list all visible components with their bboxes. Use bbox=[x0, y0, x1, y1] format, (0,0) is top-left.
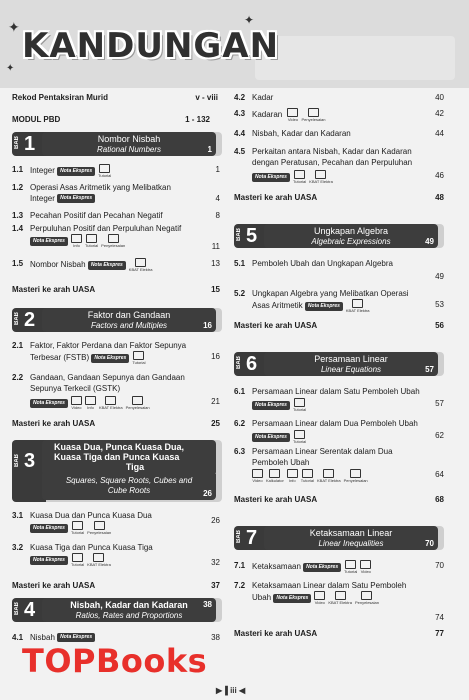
nota-ekspres-badge: Nota Ekspres bbox=[88, 261, 126, 270]
video-icon: Video bbox=[252, 469, 263, 483]
section-text: Ungkapan Algebra yang Melibatkan Operasi bbox=[252, 289, 409, 298]
bab-number: 2 bbox=[24, 309, 36, 331]
masteri-page: 48 bbox=[435, 193, 444, 202]
penyelesaian-icon: Penyelesaian bbox=[87, 521, 111, 535]
section-text-line2: Sepunya Terkecil (GSTK) bbox=[30, 384, 121, 393]
bab-tab bbox=[12, 440, 46, 502]
nota-ekspres-badge: Nota Ekspres bbox=[273, 594, 311, 603]
section-number: 1.1 bbox=[12, 165, 24, 174]
kbat-elektra-icon: KBAT Elektra bbox=[346, 299, 370, 313]
penyelesaian-icon: Penyelesaian bbox=[126, 396, 150, 410]
bab-number: 7 bbox=[246, 527, 258, 549]
bab-title-box bbox=[264, 352, 438, 376]
page-title: KANDUNGAN bbox=[22, 26, 280, 66]
tutorial-icon: Tutorial bbox=[293, 430, 306, 444]
video-icon: Video bbox=[287, 108, 298, 122]
masteri-label: Masteri ke arah UASA bbox=[12, 285, 96, 294]
sparkle-icon: ✦ bbox=[244, 13, 255, 27]
section-text: Operasi Asas Aritmetik yang Melibatkan bbox=[30, 183, 171, 192]
section-text: Integer bbox=[30, 166, 55, 176]
masteri-page: 25 bbox=[211, 419, 220, 428]
section-1-4[interactable] bbox=[12, 223, 220, 251]
bab-tab bbox=[234, 224, 268, 248]
bab-subtitle-line1: Squares, Square Roots, Cubes and bbox=[65, 476, 193, 485]
masteri-page: 15 bbox=[211, 285, 220, 294]
section-text-line2: Ubah bbox=[252, 593, 272, 603]
section-text: Faktor, Faktor Perdana dan Faktor Sepunya bbox=[30, 341, 187, 350]
video-icon: Video bbox=[71, 396, 82, 410]
section-number: 1.2 bbox=[12, 183, 24, 192]
bab-subtitle: Linear Equations bbox=[320, 365, 382, 374]
bab-page: 57 bbox=[425, 365, 434, 374]
section-number: 4.2 bbox=[234, 93, 246, 102]
section-page: 11 bbox=[211, 242, 220, 251]
section-text: Ketaksamaan Linear dalam Satu Pemboleh bbox=[252, 581, 407, 590]
section-text: Persamaan Linear dalam Satu Pemboleh Ubah bbox=[252, 387, 420, 396]
section-number: 1.3 bbox=[12, 211, 24, 220]
tutorial-icon: Tutorial bbox=[344, 560, 357, 574]
bab-6-header[interactable] bbox=[234, 352, 444, 376]
video-icon: Video bbox=[314, 591, 325, 605]
section-text-line2: dengan Peratusan, Pecahan dan Perpuluhan bbox=[252, 158, 413, 167]
nota-ekspres-badge: Nota Ekspres bbox=[57, 167, 95, 176]
info-icon: Info bbox=[71, 234, 82, 248]
triangle-left-icon: ◀ bbox=[238, 686, 246, 695]
section-text: Nisbah bbox=[30, 633, 55, 642]
section-6-2[interactable] bbox=[234, 418, 444, 446]
bab-7-header[interactable] bbox=[234, 526, 444, 550]
bab-number: 5 bbox=[246, 225, 258, 247]
footer-divider-icon: ▐ bbox=[222, 686, 228, 695]
bab-page: 38 bbox=[203, 600, 212, 609]
masteri-label: Masteri ke arah UASA bbox=[12, 581, 96, 590]
bab-title-box bbox=[264, 526, 438, 550]
bab-label: BAB bbox=[14, 454, 20, 467]
bab-subtitle: Rational Numbers bbox=[96, 145, 162, 154]
bab-title-line2: Kuasa Tiga dan Punca Kuasa bbox=[54, 452, 180, 462]
nota-ekspres-badge: Nota Ekspres bbox=[30, 237, 68, 246]
bab-4-header[interactable] bbox=[12, 598, 222, 622]
bab-label: BAB bbox=[236, 530, 242, 543]
section-page: 40 bbox=[435, 93, 444, 102]
bab-label: BAB bbox=[14, 136, 20, 149]
kbat-elektra-icon: KBAT Elektra bbox=[328, 591, 352, 605]
section-page: 4 bbox=[215, 194, 220, 203]
section-text: Kadaran bbox=[252, 110, 283, 120]
section-6-1[interactable] bbox=[234, 386, 444, 414]
penyelesaian-icon: Penyelesaian bbox=[344, 469, 368, 483]
section-page: 26 bbox=[211, 516, 220, 525]
section-1-2[interactable] bbox=[12, 182, 220, 206]
nota-ekspres-badge: Nota Ekspres bbox=[30, 399, 68, 408]
bab-page: 26 bbox=[203, 489, 212, 498]
bab-number: 3 bbox=[24, 450, 36, 472]
bab-title-box bbox=[42, 598, 216, 622]
nota-ekspres-badge: Nota Ekspres bbox=[303, 563, 341, 572]
section-text-line2: Asas Aritmetik bbox=[252, 301, 303, 311]
rekod-label: Rekod Pentaksiran Murid bbox=[12, 93, 109, 102]
bab-title-line1: Kuasa Dua, Punca Kuasa Dua, bbox=[54, 442, 185, 452]
section-text-line2: Pemboleh Ubah bbox=[252, 458, 310, 467]
modul-page: 1 - 132 bbox=[185, 115, 210, 124]
section-page: 49 bbox=[435, 272, 444, 281]
kbat-elektra-icon: KBAT Elektra bbox=[129, 258, 153, 272]
tutorial-icon: Tutorial bbox=[301, 469, 314, 483]
bab-tab bbox=[234, 352, 268, 376]
nota-ekspres-badge: Nota Ekspres bbox=[305, 302, 343, 311]
nota-ekspres-badge: Nota Ekspres bbox=[57, 633, 95, 642]
section-text: Nisbah, Kadar dan Kadaran bbox=[252, 129, 351, 138]
info-icon: Info bbox=[85, 396, 96, 410]
triangle-right-icon: ▶ bbox=[216, 686, 223, 695]
bab-subtitle: Ratios, Rates and Proportions bbox=[75, 611, 183, 620]
section-number: 2.1 bbox=[12, 341, 24, 350]
section-page: 32 bbox=[211, 558, 220, 567]
section-text: Persamaan Linear dalam Dua Pemboleh Ubah bbox=[252, 419, 418, 428]
bab-1-header[interactable] bbox=[12, 132, 222, 156]
page-number: iii bbox=[230, 686, 237, 695]
page-footer bbox=[216, 686, 245, 695]
section-number: 4.1 bbox=[12, 633, 24, 642]
section-number: 3.1 bbox=[12, 511, 24, 520]
bab-2-header[interactable] bbox=[12, 308, 222, 332]
section-text: Kadar bbox=[252, 93, 274, 102]
section-4-5[interactable] bbox=[234, 146, 444, 182]
section-text-line2: Integer bbox=[30, 194, 55, 203]
section-text: Persamaan Linear Serentak dalam Dua bbox=[252, 447, 393, 456]
topbooks-watermark bbox=[22, 642, 207, 680]
masteri-page: 56 bbox=[435, 321, 444, 330]
section-text: Perpuluhan Positif dan Perpuluhan Negatif bbox=[30, 224, 182, 233]
bab-title: Nombor Nisbah bbox=[97, 134, 161, 144]
section-page: 74 bbox=[435, 613, 444, 622]
section-page: 64 bbox=[435, 470, 444, 479]
bab-subtitle-box bbox=[42, 474, 216, 500]
tutorial-icon: Tutorial bbox=[293, 398, 306, 412]
bab-tab bbox=[12, 132, 46, 156]
section-6-3[interactable] bbox=[234, 446, 444, 484]
bab-page: 16 bbox=[203, 321, 212, 330]
section-text: Gandaan, Gandaan Sepunya dan Gandaan bbox=[30, 373, 185, 382]
watermark-top: TOP bbox=[22, 642, 96, 680]
masteri-label: Masteri ke arah UASA bbox=[12, 419, 96, 428]
masteri-page: 68 bbox=[435, 495, 444, 504]
section-7-2[interactable] bbox=[234, 580, 444, 626]
info-icon: Info bbox=[287, 469, 298, 483]
tutorial-icon: Tutorial bbox=[132, 351, 145, 365]
bab-title: Ketaksamaan Linear bbox=[309, 528, 393, 538]
bab-page: 49 bbox=[425, 237, 434, 246]
section-page: 46 bbox=[435, 171, 444, 180]
section-text: Perkaitan antara Nisbah, Kadar dan Kadaran bbox=[252, 147, 412, 156]
section-2-1[interactable] bbox=[12, 340, 220, 364]
bab-title-box bbox=[42, 308, 216, 332]
masteri-label: Masteri ke arah UASA bbox=[234, 629, 318, 638]
section-text: Ketaksamaan bbox=[252, 562, 301, 572]
section-number: 4.3 bbox=[234, 109, 246, 118]
section-2-2[interactable] bbox=[12, 372, 220, 412]
kbat-elektra-icon: KBAT Elektra bbox=[99, 396, 123, 410]
rekod-page: v - viii bbox=[195, 93, 218, 102]
section-page: 13 bbox=[211, 259, 220, 268]
bab-3-header[interactable] bbox=[12, 440, 222, 502]
bab-label: BAB bbox=[236, 228, 242, 241]
masteri-label: Masteri ke arah UASA bbox=[234, 193, 318, 202]
section-page: 53 bbox=[435, 300, 444, 309]
nota-ekspres-badge: Nota Ekspres bbox=[30, 556, 68, 565]
tutorial-icon: Tutorial bbox=[71, 521, 84, 535]
bab-number: 4 bbox=[24, 599, 36, 621]
kbat-elektra-icon: KBAT Elektra bbox=[317, 469, 341, 483]
section-text: Kuasa Dua dan Punca Kuasa Dua bbox=[30, 511, 152, 520]
masteri-label: Masteri ke arah UASA bbox=[234, 321, 318, 330]
section-3-2[interactable] bbox=[12, 542, 220, 566]
section-text: Kuasa Tiga dan Punca Kuasa Tiga bbox=[30, 543, 153, 552]
section-number: 5.2 bbox=[234, 289, 246, 298]
masteri-page: 77 bbox=[435, 629, 444, 638]
tutorial-icon: Tutorial bbox=[71, 553, 84, 567]
penyelesaian-icon: Penyelesaian bbox=[101, 234, 125, 248]
kbat-elektra-icon: KBAT Elektra bbox=[309, 170, 333, 184]
bab-label: BAB bbox=[14, 602, 20, 615]
section-page: 62 bbox=[435, 431, 444, 440]
bab-subtitle-line2: Cube Roots bbox=[107, 486, 151, 495]
section-5-2[interactable] bbox=[234, 288, 444, 316]
nota-ekspres-badge: Nota Ekspres bbox=[91, 354, 129, 363]
bab-title: Ungkapan Algebra bbox=[313, 226, 389, 236]
header-shadow-shape bbox=[255, 36, 455, 80]
modul-label: MODUL PBD bbox=[12, 115, 61, 124]
penyelesaian-icon: Penyelesaian bbox=[355, 591, 379, 605]
nota-ekspres-badge: Nota Ekspres bbox=[57, 194, 95, 203]
section-number: 2.2 bbox=[12, 373, 24, 382]
section-number: 7.1 bbox=[234, 561, 246, 570]
bab-number: 1 bbox=[24, 133, 36, 155]
tutorial-icon: Tutorial bbox=[98, 164, 111, 178]
nota-ekspres-badge: Nota Ekspres bbox=[252, 433, 290, 442]
section-page: 8 bbox=[215, 211, 220, 220]
section-number: 7.2 bbox=[234, 581, 246, 590]
bab-tab bbox=[12, 598, 46, 622]
kalkulator-icon: Kalkulator bbox=[266, 469, 284, 483]
section-page: 70 bbox=[435, 561, 444, 570]
bab-5-header[interactable] bbox=[234, 224, 444, 248]
section-page: 21 bbox=[211, 397, 220, 406]
bab-title: Persamaan Linear bbox=[314, 354, 388, 364]
section-page: 16 bbox=[211, 352, 220, 361]
section-number: 6.3 bbox=[234, 447, 246, 456]
sparkle-icon: ✦ bbox=[8, 19, 20, 35]
section-text-line2: Terbesar (FSTB) bbox=[30, 353, 90, 363]
bab-number: 6 bbox=[246, 353, 258, 375]
section-number: 6.2 bbox=[234, 419, 246, 428]
tutorial-icon: Tutorial bbox=[85, 234, 98, 248]
section-page: 42 bbox=[435, 109, 444, 118]
section-number: 4.4 bbox=[234, 129, 246, 138]
bab-title-box bbox=[42, 132, 216, 156]
section-page: 57 bbox=[435, 399, 444, 408]
section-number: 1.5 bbox=[12, 259, 24, 268]
bab-label: BAB bbox=[14, 312, 20, 325]
bab-subtitle: Factors and Multiples bbox=[90, 321, 168, 330]
section-page: 44 bbox=[435, 129, 444, 138]
section-3-1[interactable] bbox=[12, 510, 220, 534]
bab-title-box bbox=[264, 224, 438, 248]
nota-ekspres-badge: Nota Ekspres bbox=[30, 524, 68, 533]
section-text: Pecahan Positif dan Pecahan Negatif bbox=[30, 211, 163, 220]
bab-tab bbox=[234, 526, 268, 550]
bab-subtitle: Linear Inequalities bbox=[318, 539, 384, 548]
section-number: 3.2 bbox=[12, 543, 24, 552]
section-number: 5.1 bbox=[234, 259, 246, 268]
bab-title: Faktor dan Gandaan bbox=[87, 310, 171, 320]
bab-title-line3: Tiga bbox=[125, 462, 145, 472]
penyelesaian-icon: Penyelesaian bbox=[301, 108, 325, 122]
sparkle-icon: ✦ bbox=[6, 63, 15, 74]
nota-ekspres-badge: Nota Ekspres bbox=[252, 401, 290, 410]
bab-tab bbox=[12, 308, 46, 332]
bab-page: 70 bbox=[425, 539, 434, 548]
section-text: Pemboleh Ubah dan Ungkapan Algebra bbox=[252, 259, 393, 268]
section-number: 6.1 bbox=[234, 387, 246, 396]
bab-title-box bbox=[42, 440, 216, 476]
section-number: 1.4 bbox=[12, 224, 24, 233]
bab-subtitle: Algebraic Expressions bbox=[311, 237, 391, 246]
tutorial-icon: Tutorial bbox=[293, 170, 306, 184]
nota-ekspres-badge: Nota Ekspres bbox=[252, 173, 290, 182]
masteri-page: 37 bbox=[211, 581, 220, 590]
section-text: Nombor Nisbah bbox=[30, 260, 86, 270]
bab-title: Nisbah, Kadar dan Kadaran bbox=[70, 600, 188, 610]
bab-page: 1 bbox=[207, 145, 212, 154]
section-page: 38 bbox=[211, 633, 220, 642]
section-number: 4.5 bbox=[234, 147, 246, 156]
watermark-books: Books bbox=[95, 642, 208, 680]
section-4-3[interactable] bbox=[234, 108, 444, 130]
video-icon: Video bbox=[360, 560, 371, 574]
kbat-elektra-icon: KBAT Elektra bbox=[87, 553, 111, 567]
bab-label: BAB bbox=[236, 356, 242, 369]
section-page: 1 bbox=[215, 165, 220, 174]
masteri-label: Masteri ke arah UASA bbox=[234, 495, 318, 504]
